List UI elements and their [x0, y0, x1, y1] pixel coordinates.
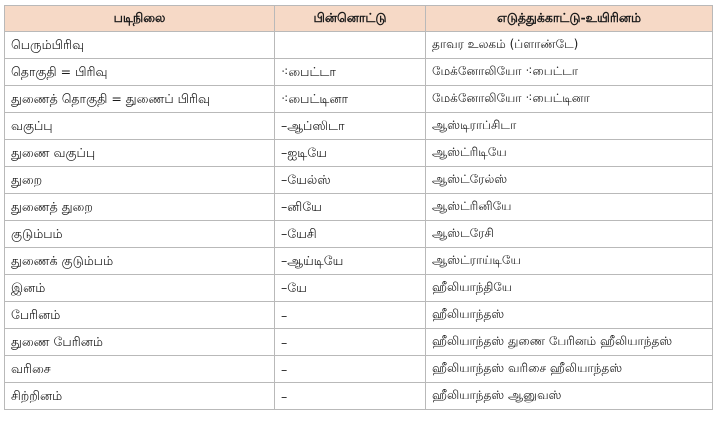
header-example: எடுத்துக்காட்டு-உயிரினம்: [426, 6, 713, 32]
suffix-cell: –ஆய்டியே: [275, 248, 426, 275]
header-row: [5, 6, 713, 32]
example-cell: ஹீலியாந்தஸ்: [426, 302, 713, 329]
example-cell: ஆஸ்டிராப்சிடா: [426, 113, 713, 140]
table-row: [5, 383, 713, 410]
example-cell: ஹீலியாந்தியே: [426, 275, 713, 302]
header-rank: படிநிலை: [5, 6, 275, 32]
suffix-cell: ⁖பைட்டினா: [275, 86, 426, 113]
table-row: [5, 59, 713, 86]
table-row: [5, 356, 713, 383]
rank-cell: துணை வகுப்பு: [5, 140, 275, 167]
example-cell: மேக்னோலியோ ⁖பைட்டா: [426, 59, 713, 86]
suffix-cell: –: [275, 383, 426, 410]
table-row: [5, 167, 713, 194]
example-cell: தாவர உலகம் (ப்ளாண்டே): [426, 32, 713, 59]
rank-cell: துணைக் குடும்பம்: [5, 248, 275, 275]
rank-cell: வகுப்பு: [5, 113, 275, 140]
example-cell: ஆஸ்ட்ரேல்ஸ்: [426, 167, 713, 194]
rank-cell: பெரும்பிரிவு: [5, 32, 275, 59]
rank-cell: தொகுதி = பிரிவு: [5, 59, 275, 86]
rank-cell: துணைத் துறை: [5, 194, 275, 221]
rank-cell: இனம்: [5, 275, 275, 302]
rank-cell: துறை: [5, 167, 275, 194]
table-row: [5, 194, 713, 221]
suffix-cell: –: [275, 329, 426, 356]
table-row: [5, 275, 713, 302]
suffix-cell: [275, 32, 426, 59]
example-cell: ஆஸ்ட்ரிடியே: [426, 140, 713, 167]
rank-cell: சிற்றினம்: [5, 383, 275, 410]
suffix-cell: –யே: [275, 275, 426, 302]
table-row: [5, 302, 713, 329]
table-row: [5, 140, 713, 167]
rank-cell: துணைத் தொகுதி = துணைப் பிரிவு: [5, 86, 275, 113]
example-cell: ஹீலியாந்தஸ் வரிசை ஹீலியாந்தஸ்: [426, 356, 713, 383]
suffix-cell: –: [275, 302, 426, 329]
rank-cell: வரிசை: [5, 356, 275, 383]
example-cell: ஆஸ்ட்ராய்டியே: [426, 248, 713, 275]
rank-cell: குடும்பம்: [5, 221, 275, 248]
table-row: [5, 221, 713, 248]
rank-cell: துணை பேரினம்: [5, 329, 275, 356]
suffix-cell: –ஐடியே: [275, 140, 426, 167]
suffix-cell: –: [275, 356, 426, 383]
taxonomy-table: [4, 5, 713, 410]
table-row: [5, 329, 713, 356]
taxonomy-table-container: [4, 5, 712, 410]
table-body: [5, 32, 713, 410]
table-header: [5, 6, 713, 32]
example-cell: ஹீலியாந்தஸ் துணை பேரினம் ஹீலியாந்தஸ்: [426, 329, 713, 356]
table-row: [5, 248, 713, 275]
example-cell: மேக்னோலியோ ⁖பைட்டினா: [426, 86, 713, 113]
suffix-cell: ⁖பைட்டா: [275, 59, 426, 86]
example-cell: ஆஸ்டரேசி: [426, 221, 713, 248]
table-row: [5, 113, 713, 140]
table-row: [5, 32, 713, 59]
example-cell: ஆஸ்ட்ரினியே: [426, 194, 713, 221]
suffix-cell: –னியே: [275, 194, 426, 221]
suffix-cell: –யேசி: [275, 221, 426, 248]
rank-cell: பேரினம்: [5, 302, 275, 329]
table-row: [5, 86, 713, 113]
suffix-cell: –யேல்ஸ்: [275, 167, 426, 194]
suffix-cell: –ஆப்ஸிடா: [275, 113, 426, 140]
example-cell: ஹீலியாந்தஸ் ஆனுவஸ்: [426, 383, 713, 410]
header-suffix: பின்னொட்டு: [275, 6, 426, 32]
